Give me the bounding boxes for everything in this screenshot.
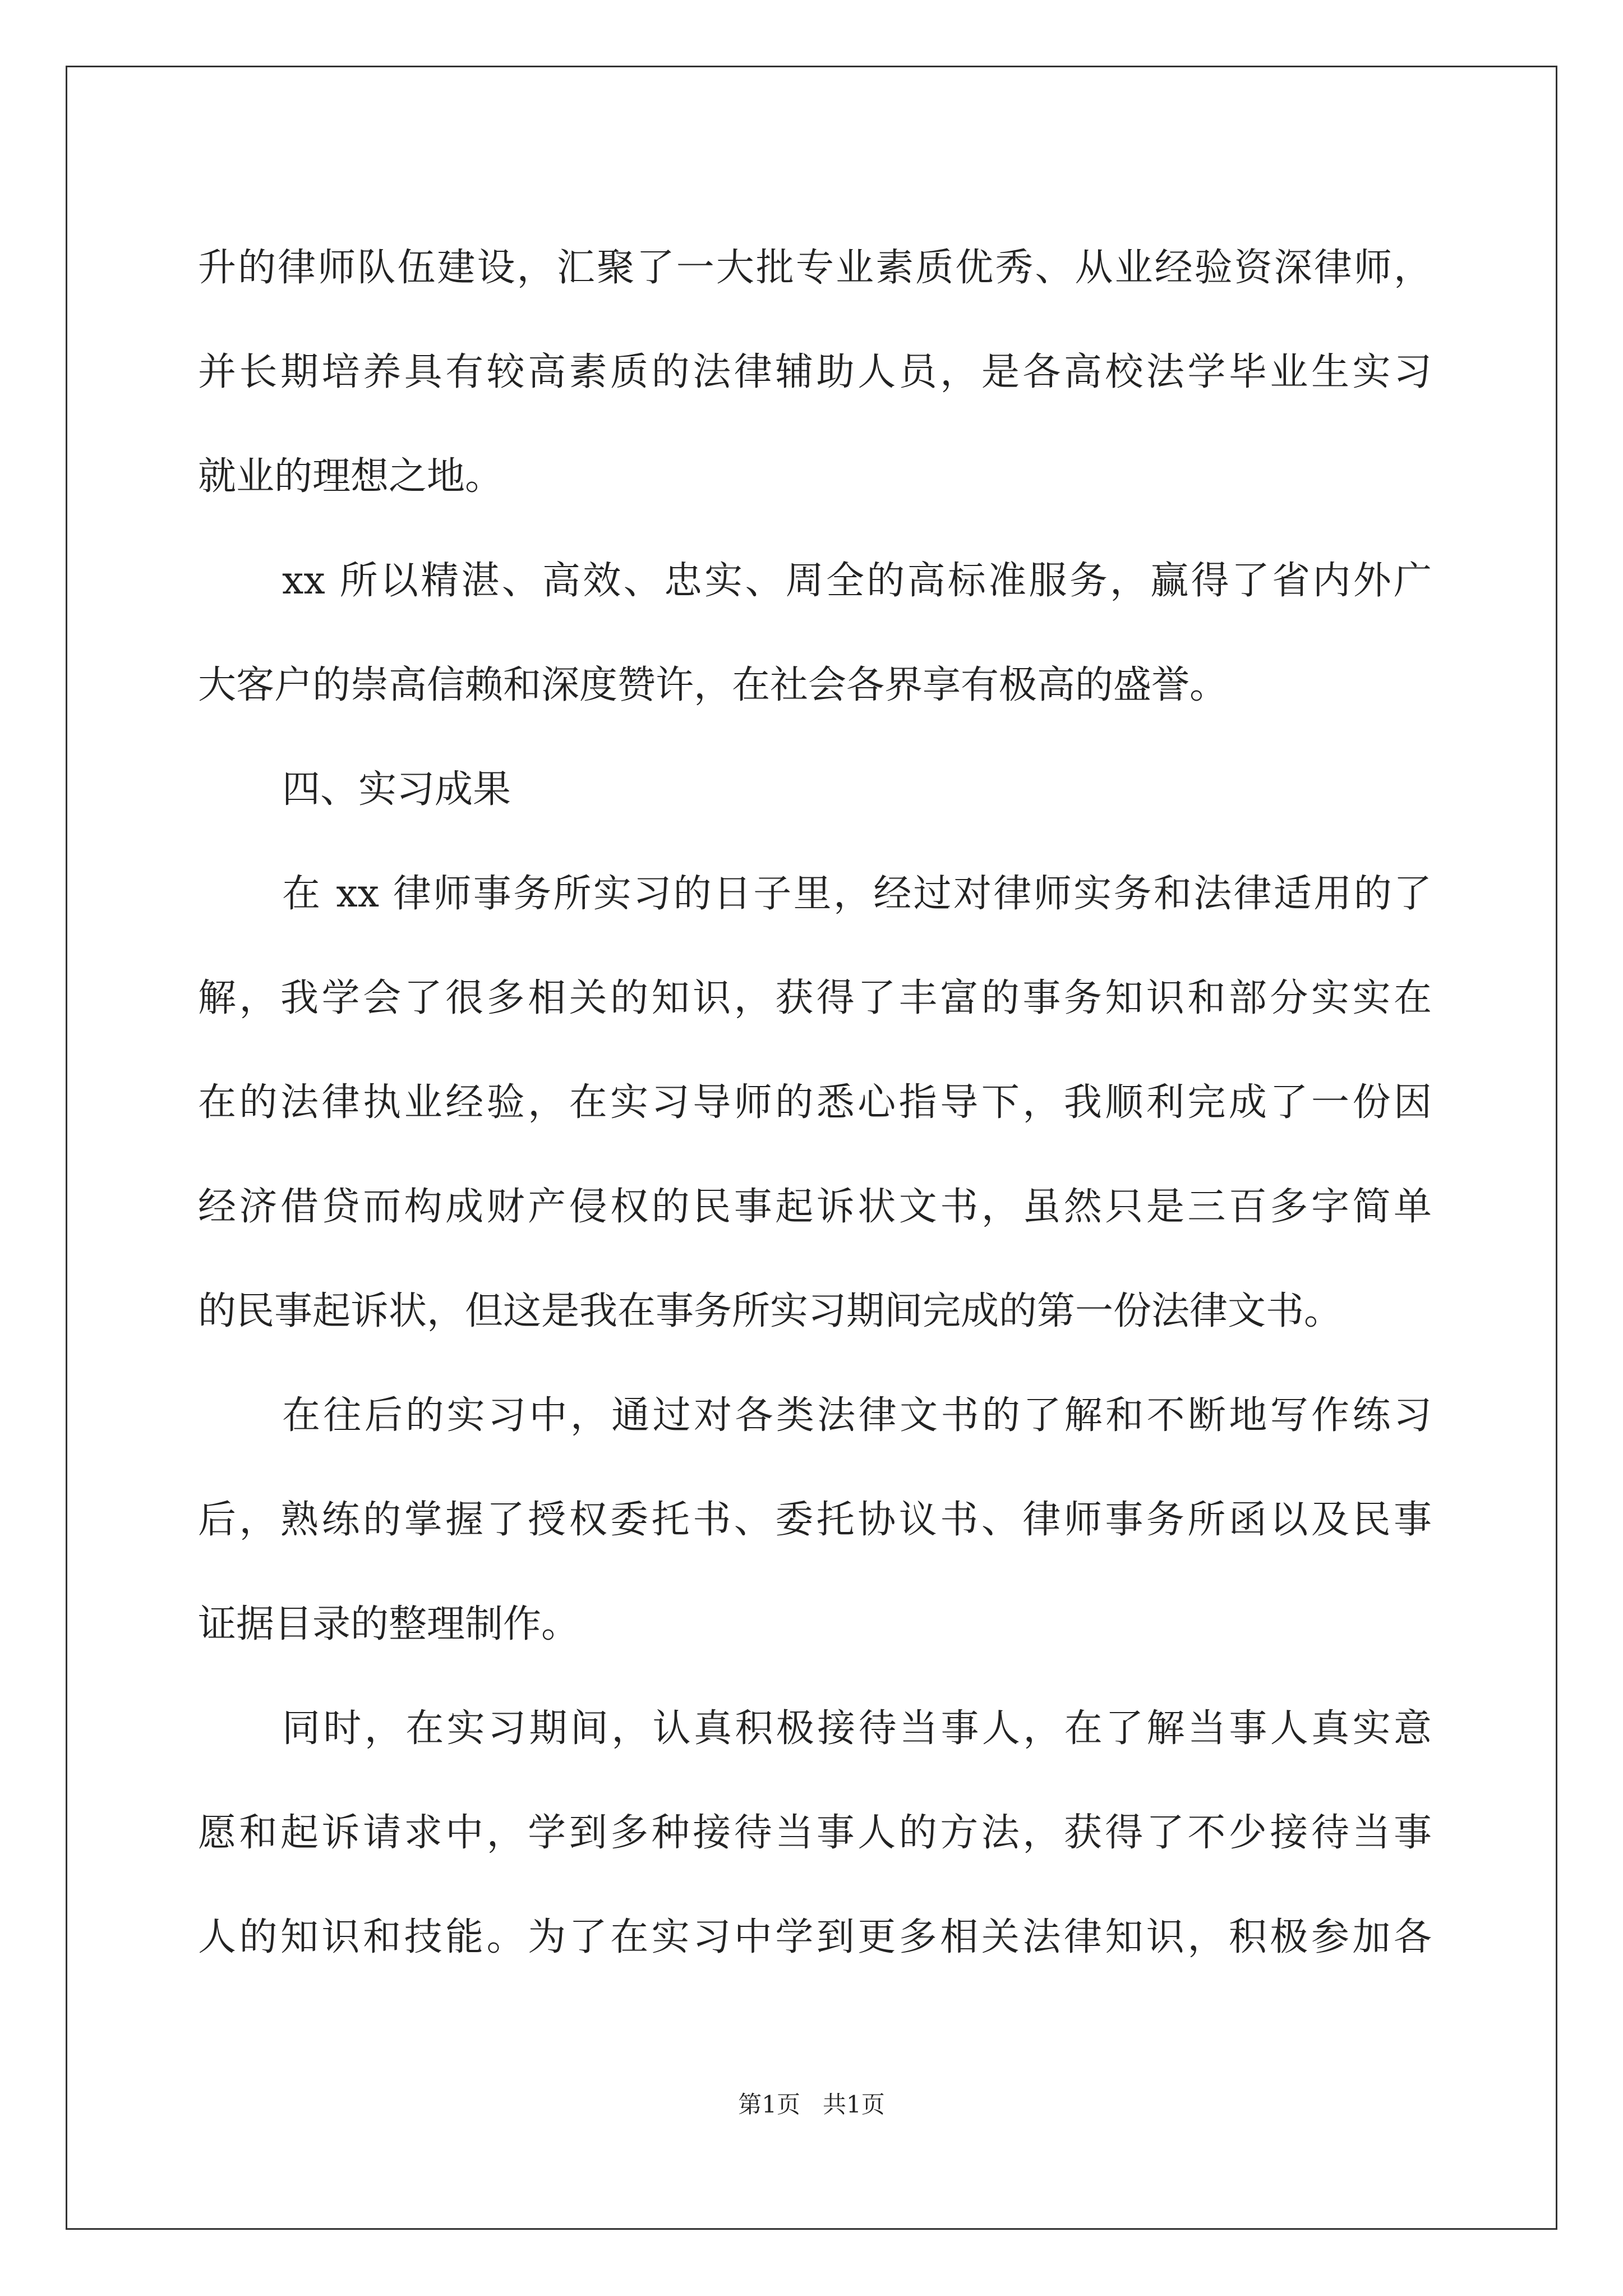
paragraph-line: 在往后的实习中，通过对各类法律文书的了解和不断地写作练习 <box>282 1393 1432 1438</box>
paragraph-line: 人的知识和技能。为了在实习中学到更多相关法律知识，积极参加各 <box>198 1915 1432 1959</box>
paragraph-line: xx 所以精湛、高效、忠实、周全的高标准服务，赢得了省内外广 <box>282 559 1432 603</box>
paragraph-line: 证据目录的整理制作。 <box>198 1602 580 1646</box>
paragraph-line: 就业的理想之地。 <box>198 454 504 499</box>
paragraph-line: 解，我学会了很多相关的知识，获得了丰富的事务知识和部分实实在 <box>198 976 1432 1020</box>
paragraph-line: 在 xx 律师事务所实习的日子里，经过对律师实务和法律适用的了 <box>282 872 1432 916</box>
paragraph-line: 并长期培养具有较高素质的法律辅助人员，是各高校法学毕业生实习 <box>198 350 1432 394</box>
document-body <box>198 216 1432 1990</box>
paragraph-line: 后，熟练的掌握了授权委托书、委托协议书、律师事务所函以及民事 <box>198 1498 1432 1542</box>
paragraph-line: 的民事起诉状，但这是我在事务所实习期间完成的第一份法律文书。 <box>198 1289 1343 1333</box>
paragraph-line: 升的律师队伍建设，汇聚了一大批专业素质优秀、从业经验资深律师， <box>198 246 1432 290</box>
page-footer: 第1页 共1页 <box>738 2091 885 2118</box>
paragraph-line: 同时，在实习期间，认真积极接待当事人，在了解当事人真实意 <box>282 1706 1432 1751</box>
paragraph-line: 大客户的崇高信赖和深度赞许，在社会各界享有极高的盛誉。 <box>198 663 1228 707</box>
paragraph-line: 愿和起诉请求中，学到多种接待当事人的方法，获得了不少接待当事 <box>198 1811 1432 1855</box>
paragraph-line: 经济借贷而构成财产侵权的民事起诉状文书，虽然只是三百多字简单 <box>198 1185 1432 1229</box>
section-heading: 四、实习成果 <box>282 767 511 812</box>
paragraph-line: 在的法律执业经验，在实习导师的悉心指导下，我顺利完成了一份因 <box>198 1080 1432 1125</box>
